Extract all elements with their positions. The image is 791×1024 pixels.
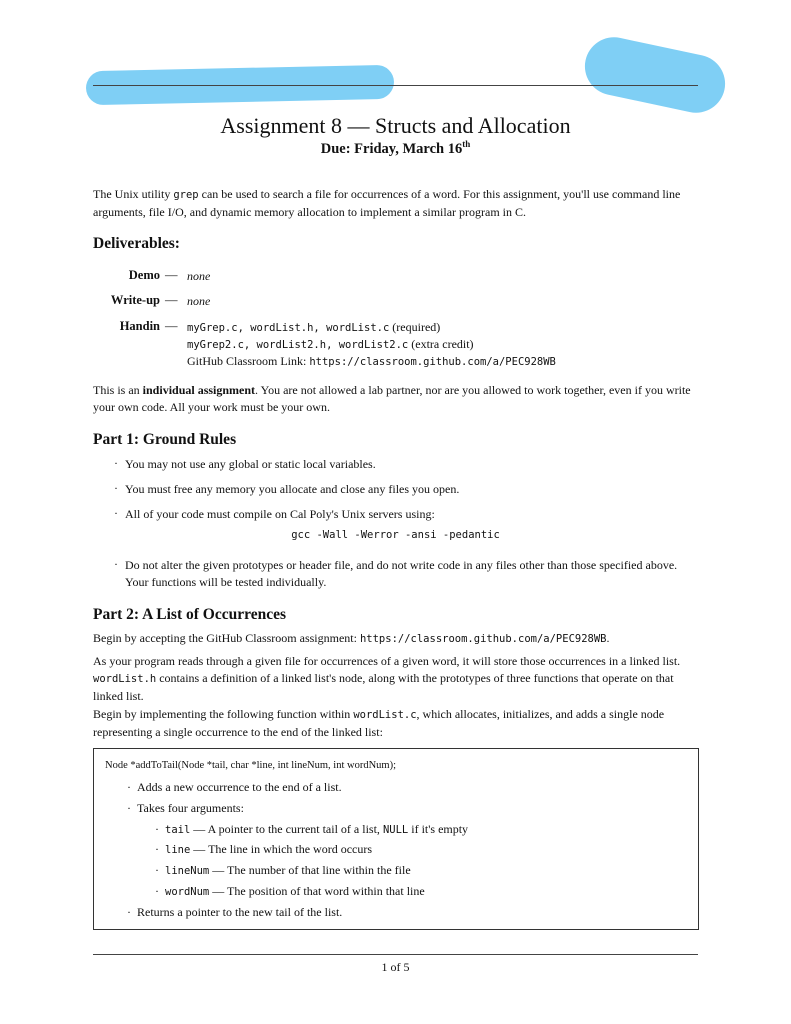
- rule-no-alter: Do not alter the given prototypes or header file, and do not write code in any files other than those specified above. Your functions will be tested individually.: [125, 558, 678, 589]
- bullet-glyph: ·: [114, 557, 118, 571]
- bullet-glyph: ·: [155, 842, 159, 856]
- part2-list-paragraph: As your program reads through a given file for occurrences of a given word, it will store those occurrences in a linked list. wordList.h contains a definition of a linked list's node, along with the prototypes of three functions that operate on that linked list.: [93, 654, 681, 703]
- arg-line: line — The line in which the word occurs: [165, 842, 373, 856]
- writeup-label: Write-up: [110, 293, 160, 307]
- spec-returns: Returns a pointer to the new tail of the list.: [137, 905, 343, 919]
- handin-label: Handin: [119, 319, 160, 333]
- rule-compile: All of your code must compile on Cal Poly's Unix servers using:: [125, 507, 435, 521]
- part2-implement-paragraph: Begin by implementing the following function within wordList.c, which allocates, initializes, and adds a single node representing a single occurrence to the end of the linked list:: [93, 707, 665, 739]
- spec-takes-arguments: Takes four arguments:: [137, 801, 244, 815]
- demo-label: Demo: [128, 268, 160, 282]
- bullet-glyph: ·: [127, 905, 131, 919]
- bullet-glyph: ·: [155, 884, 159, 898]
- page-number: 1 of 5: [381, 960, 410, 974]
- bullet-glyph: ·: [155, 863, 159, 877]
- classroom-link[interactable]: https://classroom.github.com/a/PEC928WB: [359, 633, 607, 645]
- individual-paragraph: This is an individual assignment. You are not allowed a lab partner, nor are you allowed to work together, even if you write your own code. All your work must be your own.: [93, 383, 691, 414]
- bullet-glyph: ·: [127, 780, 131, 794]
- handin-classroom-link: GitHub Classroom Link: https://classroom.github.com/a/PEC928WB: [187, 354, 556, 368]
- compile-command: gcc -Wall -Werror -ansi -pedantic: [291, 529, 500, 541]
- bullet-glyph: ·: [114, 481, 118, 495]
- handin-dash: —: [165, 319, 178, 333]
- bullet-glyph: ·: [127, 801, 131, 815]
- function-signature: Node *addToTail(Node *tail, char *line, int lineNum, int wordNum);: [105, 760, 397, 771]
- deliverables-heading: Deliverables:: [93, 235, 180, 252]
- assignment-title: Assignment 8 — Structs and Allocation: [220, 113, 571, 138]
- arg-linenum: lineNum — The number of that line within the file: [165, 863, 411, 877]
- rule-no-globals: You may not use any global or static local variables.: [125, 457, 376, 471]
- writeup-value: none: [187, 294, 211, 308]
- bullet-glyph: ·: [155, 822, 159, 836]
- rule-free-memory: You must free any memory you allocate and close any files you open.: [125, 482, 460, 496]
- classroom-link[interactable]: https://classroom.github.com/a/PEC928WB: [309, 356, 556, 368]
- redaction-mark-right: [580, 32, 731, 118]
- function-spec-box: [93, 748, 699, 930]
- part2-heading: Part 2: A List of Occurrences: [93, 606, 286, 623]
- part1-heading: Part 1: Ground Rules: [93, 431, 237, 448]
- demo-value: none: [187, 269, 211, 283]
- arg-wordnum: wordNum — The position of that word within that line: [165, 884, 425, 898]
- bullet-glyph: ·: [114, 506, 118, 520]
- demo-dash: —: [165, 268, 178, 282]
- footer-rule: [93, 954, 698, 955]
- bullet-glyph: ·: [114, 456, 118, 470]
- handin-extra-credit-files: myGrep2.c, wordList2.h, wordList2.c (extra credit): [187, 337, 474, 351]
- handin-required-files: myGrep.c, wordList.h, wordList.c (required): [187, 320, 441, 334]
- arg-tail: tail — A pointer to the current tail of a list, NULL if it's empty: [165, 822, 469, 836]
- part2-accept-paragraph: Begin by accepting the GitHub Classroom assignment: https://classroom.github.com/a/PEC928WB.: [93, 631, 610, 645]
- spec-adds-occurrence: Adds a new occurrence to the end of a list.: [137, 780, 342, 794]
- header-rule: [93, 85, 698, 86]
- writeup-dash: —: [165, 293, 178, 307]
- due-date: Due: Friday, March 16th: [320, 139, 471, 157]
- intro-paragraph: The Unix utility grep can be used to search a file for occurrences of a word. For this assignment, you'll use command line arguments, file I/O, and dynamic memory allocation to implement a similar program in C.: [93, 187, 681, 219]
